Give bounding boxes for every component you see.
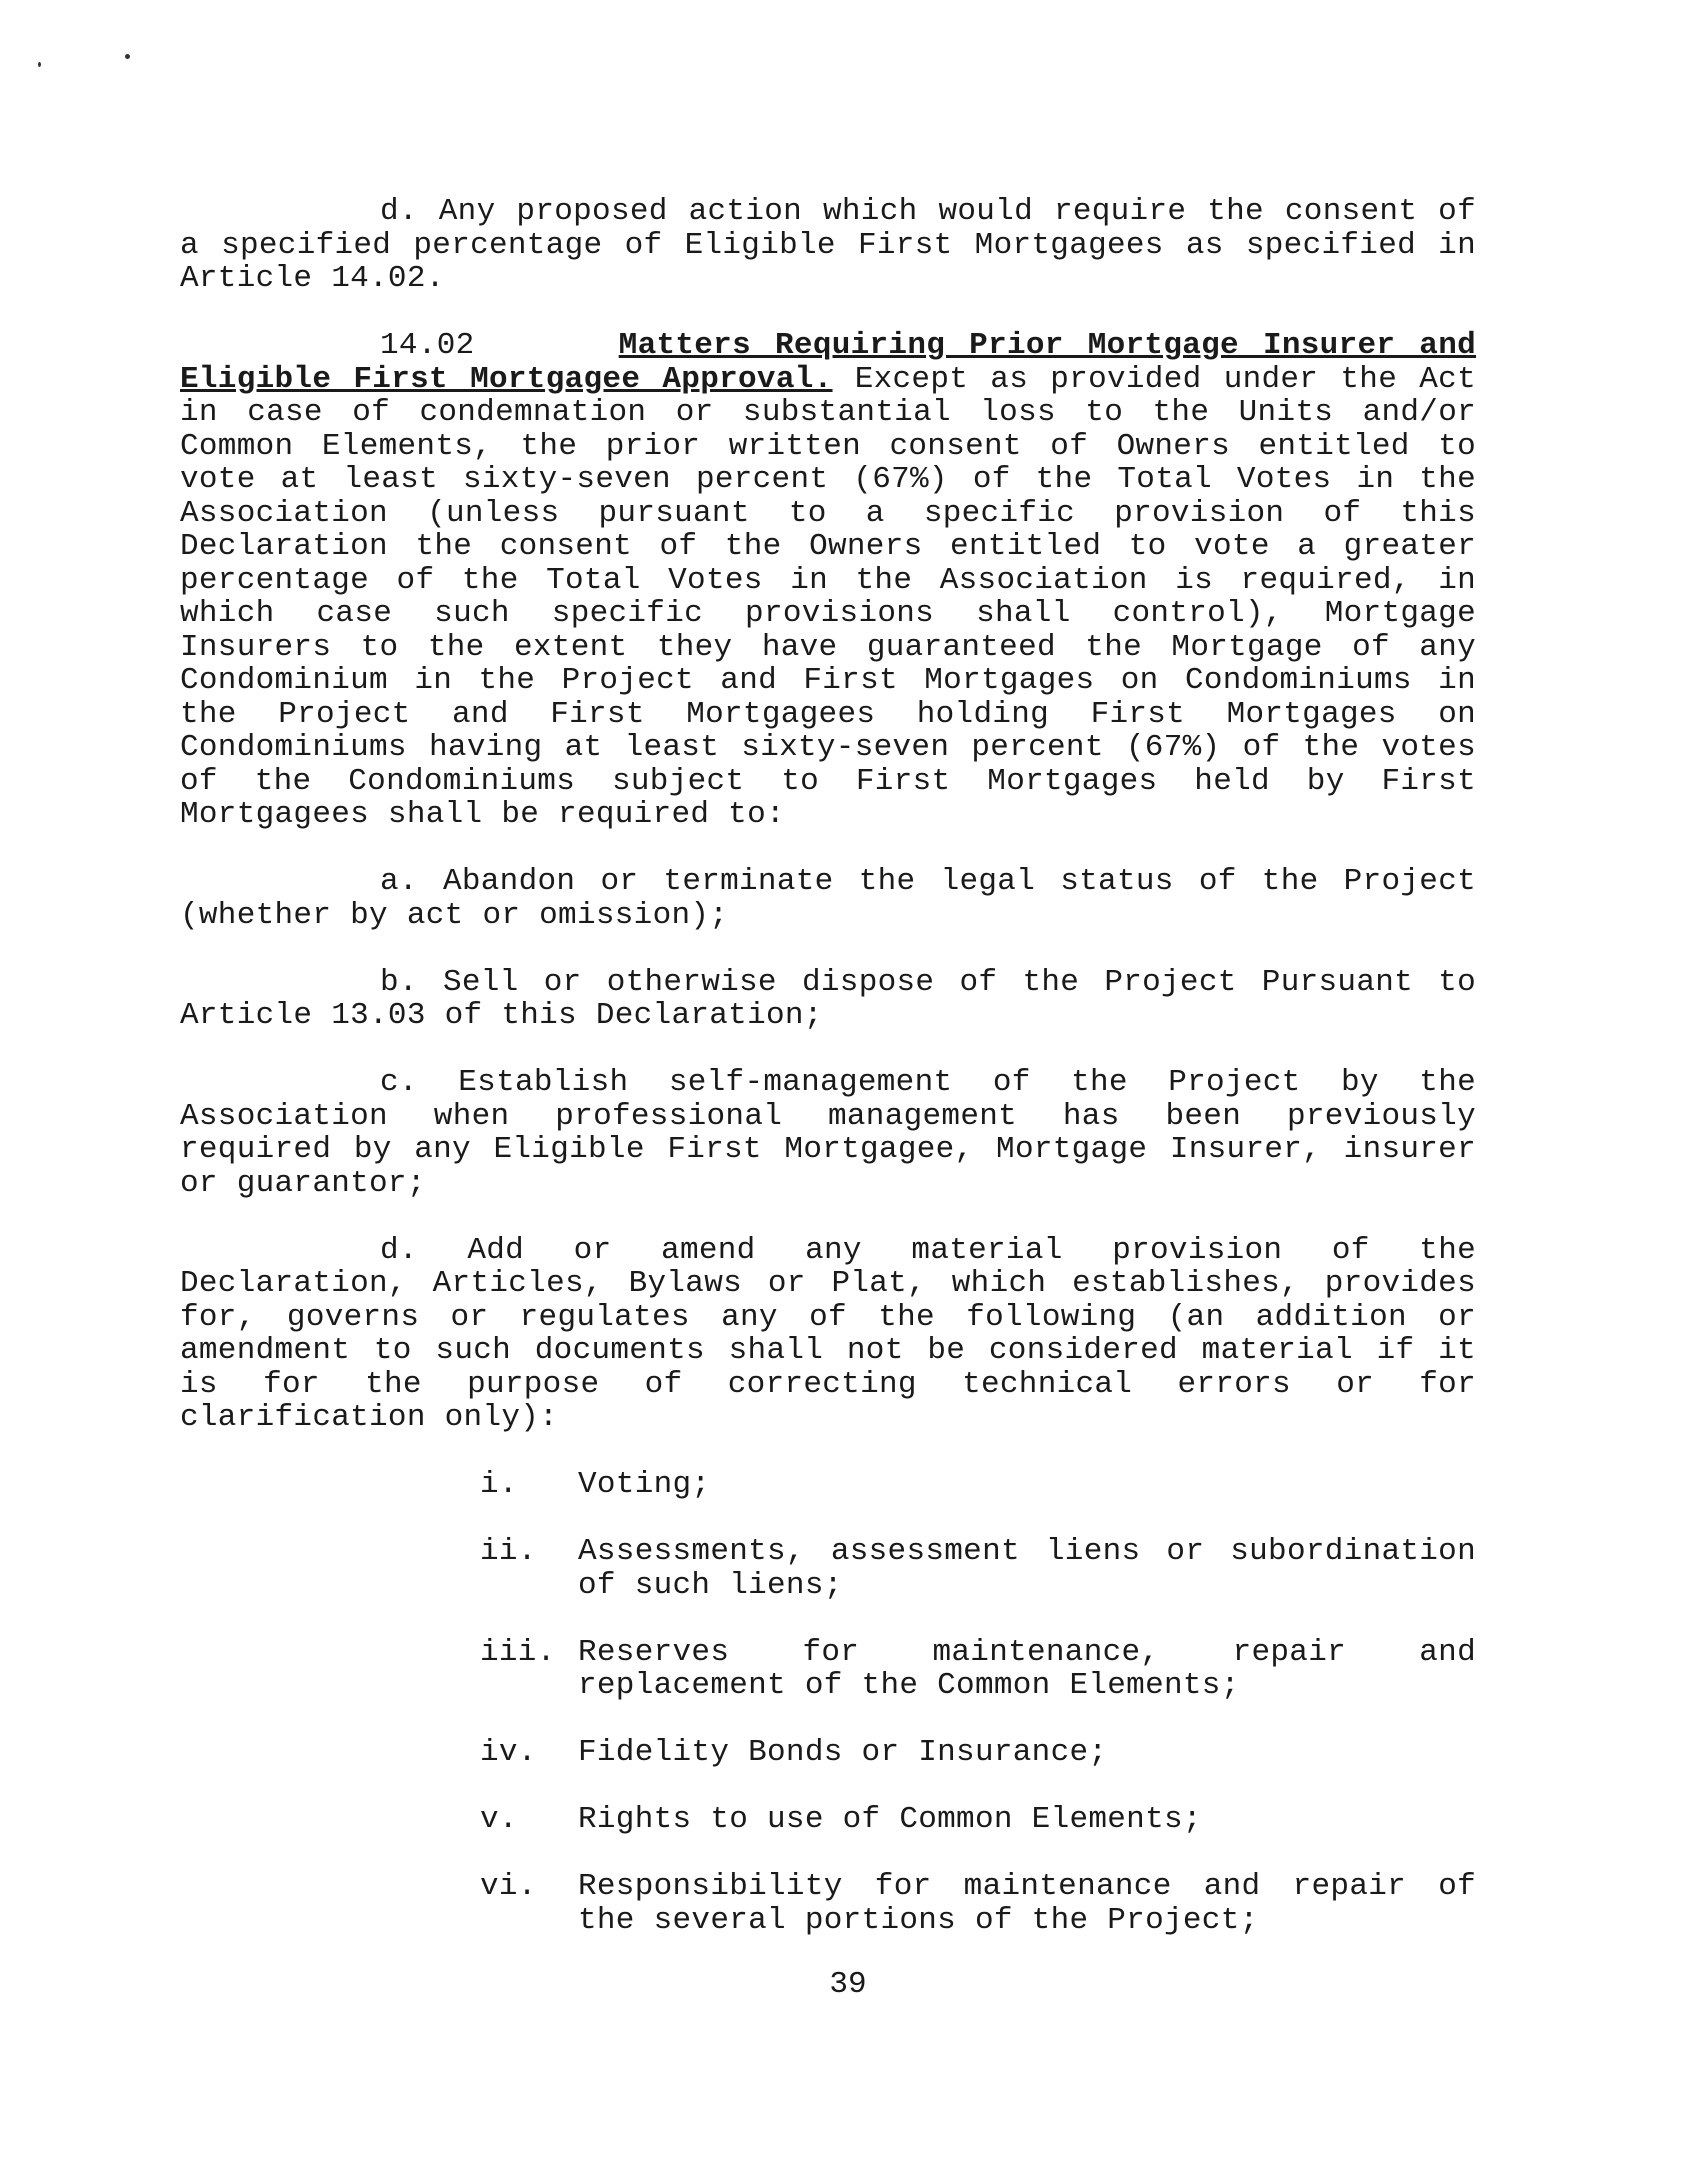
section-heading: Matters Requiring Prior Mortgage Insurer and Eligible First Mortgagee Approval. bbox=[180, 328, 1477, 397]
paragraph-d-first: d. Any proposed action which would require the consent of a specified percentage of Eligible First Mortgagees as specified in Article 14.02. bbox=[180, 194, 1476, 296]
list-item-text: Voting; bbox=[578, 1467, 711, 1502]
list-item-number: v. bbox=[480, 1802, 518, 1837]
paragraph-c: c. Establish self-management of the Project by the Association when professional management has been previously required by any Eligible First Mortgagee, Mortgage Insurer, insurer or guarantor; bbox=[180, 1065, 1476, 1201]
paragraph-d: d. Add or amend any material provision of the Declaration, Articles, Bylaws or Plat, which establishes, provides for, governs or regulates any of the following (an addition or amendment to such documents shall not be considered material if it is for the purpose of correcting technical errors or for clarification only): bbox=[180, 1232, 1476, 1435]
list-item-text: Fidelity Bonds or Insurance; bbox=[578, 1735, 1108, 1770]
page-number: 39 bbox=[829, 1967, 867, 2002]
list-item-number: i. bbox=[480, 1467, 518, 1502]
list-item bbox=[480, 1870, 1476, 1937]
list-item bbox=[480, 1803, 1476, 1837]
list-item-text: Rights to use of Common Elements; bbox=[578, 1802, 1202, 1837]
list-item-number: iv. bbox=[480, 1735, 537, 1770]
list-item bbox=[480, 1468, 1476, 1502]
scan-speck bbox=[38, 62, 41, 67]
list-item-text: Reserves for maintenance, repair and replacement of the Common Elements; bbox=[578, 1634, 1476, 1703]
list-item bbox=[480, 1535, 1476, 1602]
scan-speck bbox=[125, 54, 130, 59]
list-item-text: Responsibility for maintenance and repair of the several portions of the Project; bbox=[578, 1869, 1476, 1938]
list-item-text: Assessments, assessment liens or subordination of such liens; bbox=[578, 1534, 1476, 1603]
list-item-number: iii. bbox=[480, 1634, 556, 1670]
list-item-number: vi. bbox=[480, 1869, 537, 1904]
list-item bbox=[480, 1736, 1476, 1770]
paragraph-b: b. Sell or otherwise dispose of the Project Pursuant to Article 13.03 of this Declaration; bbox=[180, 964, 1476, 1033]
section-body: Except as provided under the Act in case of condemnation or substantial loss to the Units and/or Common Elements, the prior written consent of Owners entitled to vote at least sixty-seven percent (67%) of the Total Votes in the Association (unless pursuant to a specific provision of this Declaration the consent of the Owners entitled to vote a greater percentage of the Total Votes in the Association is required, in which case such specific provisions shall control), Mortgage Insurers to the extent they have guaranteed the Mortgage of any Condominium in the Project and First Mortgages on Condominiums in the Project and First Mortgagees holding First Mortgages on Condominiums having at least sixty-seven percent (67%) of the votes of the Condominiums subject to First Mortgages held by First Mortgagees shall be required to: bbox=[180, 361, 1476, 832]
section-14-02 bbox=[180, 329, 1476, 832]
list-item bbox=[480, 1636, 1476, 1703]
paragraph-a: a. Abandon or terminate the legal status of the Project (whether by act or omission); bbox=[180, 864, 1476, 933]
list-item-number: ii. bbox=[480, 1534, 537, 1569]
section-number: 14.02 bbox=[380, 328, 619, 363]
document-page bbox=[180, 195, 1476, 1937]
